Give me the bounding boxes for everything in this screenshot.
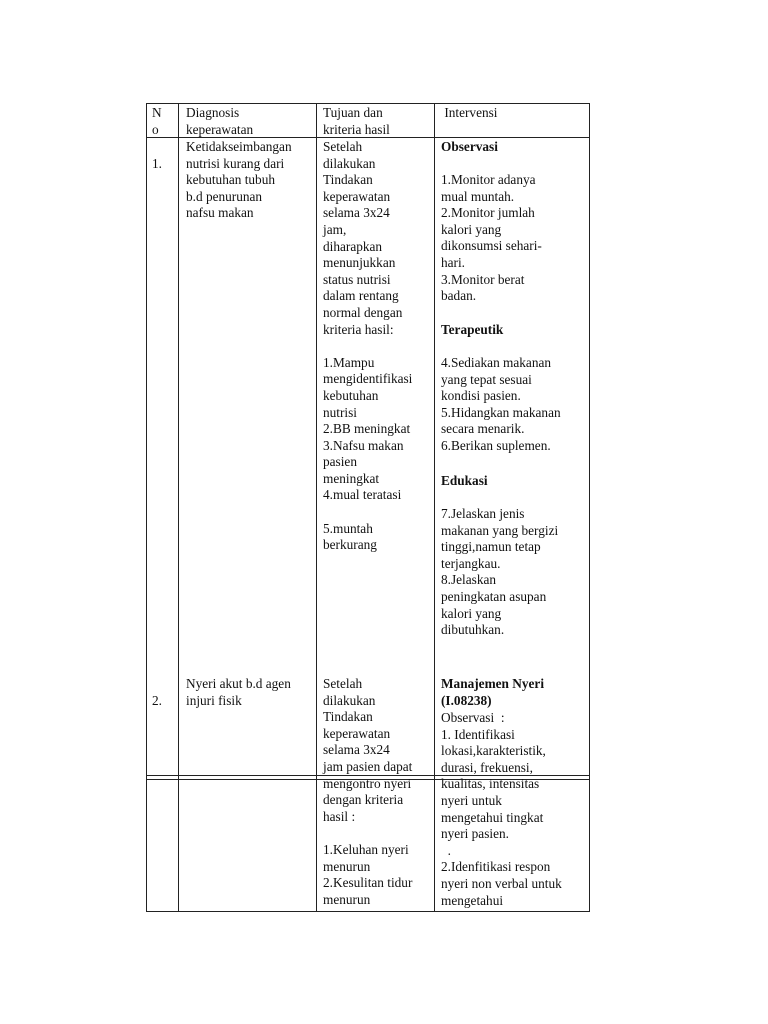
section-title-observasi: Observasi — [441, 139, 498, 154]
intervention-observasi-text: 1.Monitor adanya mual muntah. 2.Monitor jumlah kalori yang dikonsumsi sehari- hari. 3.Monitor berat badan. — [441, 172, 542, 304]
header-goal: Tujuan dan kriteria hasil — [323, 105, 390, 137]
column-divider — [178, 103, 179, 912]
intervention-edukasi-text: 7.Jelaskan jenis makanan yang bergizi tinggi,namun tetap terjangkau. 8.Jelaskan peningkatan asupan kalori yang dibutuhkan. — [441, 506, 559, 638]
section-title-terapeutik: Terapeutik — [441, 322, 504, 337]
header-diagnosis: Diagnosis keperawatan — [186, 105, 254, 137]
table-border-bottom — [146, 911, 590, 912]
row-number: 2. — [152, 693, 162, 708]
intervention-terapeutik-text: 4.Sediakan makanan yang tepat sesuai kondisi pasien. 5.Hidangkan makanan secara menarik. 6.Berikan suplemen. — [441, 355, 561, 453]
section-title-edukasi: Edukasi — [441, 473, 488, 488]
header-no: N o — [152, 105, 162, 137]
row-number: 1. — [152, 156, 162, 171]
table-border-right — [589, 103, 590, 912]
intervention-text: Observasi : 1. Identifikasi lokasi,karakteristik, durasi, frekuensi, kualitas, intensitas nyeri untuk mengetahui tingkat nyeri pasien. . 2.Idenfitikasi respon nyeri non verbal untuk mengetahui — [441, 710, 562, 908]
row-diagnosis: Nyeri akut b.d agen injuri fisik — [186, 676, 291, 708]
row-diagnosis: Ketidakseimbangan nutrisi kurang dari kebutuhan tubuh b.d penurunan nafsu makan — [186, 139, 292, 221]
nursing-care-plan-table — [146, 103, 590, 912]
section-title-manajemen-nyeri: Manajemen Nyeri (I.08238) — [441, 676, 545, 708]
row-goal: Setelah dilakukan Tindakan keperawatan selama 3x24 jam pasien dapat mengontro nyeri dengan kriteria hasil : 1.Keluhan nyeri menurun 2.Kesulitan tidur menurun — [323, 676, 413, 907]
table-border-top — [146, 103, 590, 104]
header-intervention: Intervensi — [441, 105, 498, 120]
column-divider — [316, 103, 317, 912]
table-border-left — [146, 103, 147, 912]
column-divider — [434, 103, 435, 912]
row-goal: Setelah dilakukan Tindakan keperawatan selama 3x24 jam, diharapkan menunjukkan status nutrisi dalam rentang normal dengan kriteria hasil: 1.Mampu mengidentifikasi kebutuhan nutrisi 2.BB meningkat 3.Nafsu makan pasien meningkat 4.mual teratasi 5.muntah berkurang — [323, 139, 413, 553]
